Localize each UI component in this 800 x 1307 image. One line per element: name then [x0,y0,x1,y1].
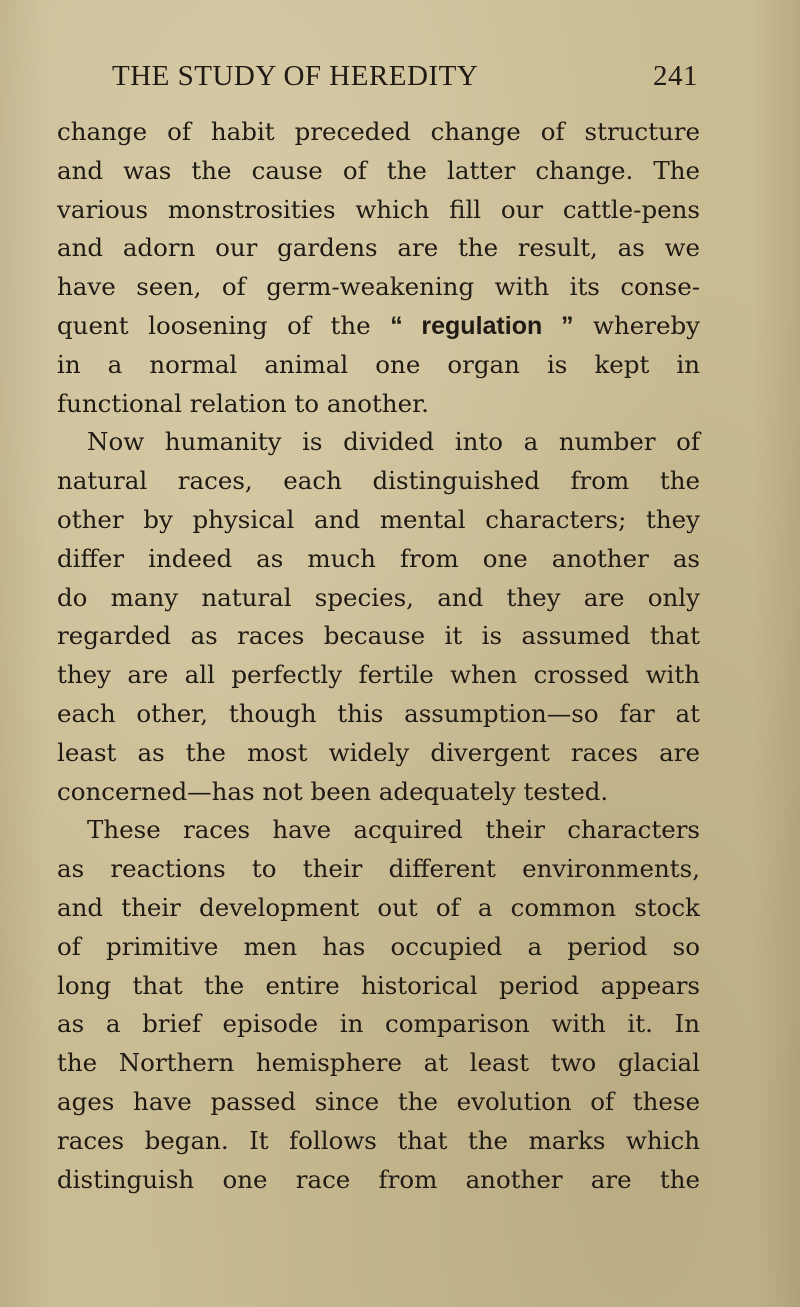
text-line: These races have acquired their characters [87,815,700,845]
paragraph-1 [57,113,700,423]
text-line: and adorn our gardens are the result, as we [57,233,700,263]
text-line: races began. It follows that the marks which [57,1125,700,1155]
emphasized-term: “ regulation ” [390,311,574,340]
text-line: they are all perfectly fertile when crossed with [57,660,700,690]
text-line: and was the cause of the latter change. The [57,155,700,185]
text-line: have seen, of germ-weakening with its conse- [57,272,700,302]
paragraph-2 [57,423,700,811]
text-line [57,307,700,346]
text-line: change of habit preceded change of structure [57,117,700,146]
running-head [112,60,698,100]
text-line: regarded as races because it is assumed that [57,621,700,651]
text-line: do many natural species, and they are only [57,582,700,612]
text-line: Now humanity is divided into a number of [87,427,700,457]
text-line: each other, though this assumption—so far at [57,698,700,728]
text-line: as a brief episode in comparison with it. In [57,1009,700,1039]
text-line: other by physical and mental characters; they [57,504,700,534]
text-line: of primitive men has occupied a period so [57,931,700,961]
paragraph-3 [57,811,700,1199]
text-line: concerned—has not been adequately tested. [57,776,609,806]
text-fragment: whereby [573,310,700,340]
page-number: 241 [653,60,698,92]
text-line: ages have passed since the evolution of these [57,1086,700,1116]
text-line: the Northern hemisphere at least two glacial [57,1048,700,1078]
text-line: and their development out of a common stock [57,892,700,922]
text-line: long that the entire historical period appears [57,970,700,1000]
text-line: distinguish one race from another are the [57,1164,700,1194]
text-line: differ indeed as much from one another as [57,543,700,573]
text-fragment: quent loosening of the [57,310,391,340]
running-title: THE STUDY OF HEREDITY [112,60,479,92]
text-line: least as the most widely divergent races are [57,737,700,767]
text-line: various monstrosities which fill our cattle-pens [57,194,700,224]
body-text [57,113,700,1199]
text-line: functional relation to another. [57,388,429,418]
text-line: natural races, each distinguished from the [57,466,700,496]
text-line: in a normal animal one organ is kept in [57,349,700,379]
text-line: as reactions to their different environments, [57,854,700,884]
